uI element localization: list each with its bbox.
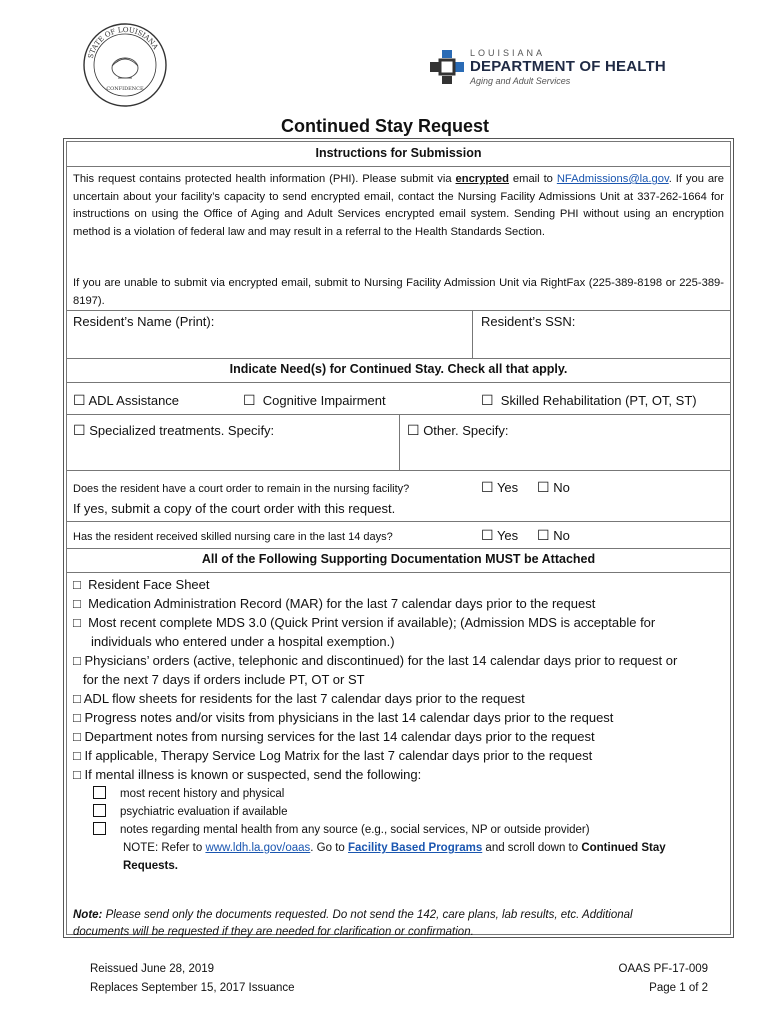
skilled-care-yes[interactable]: ☐ Yes: [481, 527, 519, 543]
reissued-date: Reissued June 28, 2019: [90, 963, 215, 975]
ldh-cross-icon: [430, 50, 464, 84]
email-link[interactable]: NFAdmissions@la.gov: [556, 173, 669, 185]
instructions-heading: Instructions for Submission: [315, 146, 482, 160]
svg-text:STATE OF LOUISIANA: STATE OF LOUISIANA: [86, 25, 160, 60]
oaas-note: NOTE: Refer to www.ldh.la.gov/oaas. Go to Facility Based Programs and scroll down to Continued Stay Requests.: [123, 842, 666, 872]
checkbox-icon: ☐: [407, 422, 420, 438]
documentation-heading: All of the Following Supporting Documentation MUST be Attached: [201, 552, 596, 566]
replaces-date: Replaces September 15, 2017 Issuance: [90, 982, 295, 994]
specialized-treatments-option[interactable]: ☐ Specialized treatments. Specify:: [73, 422, 275, 438]
doc-item-physician-orders: □ Physicians’ orders (active, telephonic and discontinued) for the last 14 calendar days prior to request or: [73, 653, 678, 668]
checkbox-icon[interactable]: [93, 786, 106, 799]
resident-name-label: Resident’s Name (Print):: [73, 314, 215, 329]
checkbox-icon: ☐: [481, 479, 494, 495]
court-order-yes[interactable]: ☐ Yes: [481, 479, 519, 495]
doc-item-therapy-log: □ If applicable, Therapy Service Log Matrix for the last 7 calendar days prior to the request: [73, 748, 593, 763]
footer-right: [619, 960, 708, 998]
doc-item-physician-orders-cont: for the next 7 days if orders include PT, OT or ST: [83, 672, 365, 687]
doc-item-department-notes: □ Department notes from nursing services for the last 14 calendar days prior to the request: [73, 729, 595, 744]
checkbox-icon[interactable]: [93, 822, 106, 835]
ldh-logo: [430, 48, 690, 92]
skilled-care-question: Has the resident received skilled nursing care in the last 14 days?: [73, 531, 393, 543]
footer-left: [90, 960, 295, 998]
other-option[interactable]: ☐ Other. Specify:: [407, 422, 509, 438]
doc-item-mar: □ Medication Administration Record (MAR) for the last 7 calendar days prior to the request: [73, 596, 596, 611]
facility-based-programs-link[interactable]: Facility Based Programs: [348, 842, 483, 854]
court-order-question: Does the resident have a court order to remain in the nursing facility?: [73, 483, 410, 495]
page-number: Page 1 of 2: [649, 982, 708, 994]
instructions-paragraph-1: This request contains protected health information (PHI). Please submit via encrypted email to NFAdmissions@la.gov. If you are uncertain about your facility’s capacity to send encrypted email, contact the Nursing Facility Admissions Unit at 337-262-1664 for instructions on using the Office of Aging and Adult Services encrypted email system. Sending PHI without using an encryption method is a violation of federal law and may result in a referral to the Health Standards Section.: [73, 173, 725, 238]
ldh-department-text: DEPARTMENT OF HEALTH: [470, 58, 666, 75]
court-order-followup: If yes, submit a copy of the court order with this request.: [73, 501, 396, 516]
cognitive-impairment-option[interactable]: ☐ Cognitive Impairment: [243, 392, 386, 408]
page-title: Continued Stay Request: [280, 116, 490, 136]
checkbox-icon: ☐: [243, 392, 256, 408]
sub-item-history: most recent history and physical: [93, 786, 284, 800]
doc-item-mds-cont: individuals who entered under a hospital exemption.): [91, 634, 395, 649]
needs-heading: Indicate Need(s) for Continued Stay. Check all that apply.: [229, 362, 568, 376]
oaas-link[interactable]: www.ldh.la.gov/oaas: [205, 842, 311, 854]
checkbox-icon[interactable]: [93, 804, 106, 817]
bottom-note: Note: Please send only the documents requested. Do not send the 142, care plans, lab results, etc. Additional documents will be requested if they are needed for clarification or confirmation.: [73, 909, 633, 938]
svg-text:CONFIDENCE: CONFIDENCE: [106, 86, 144, 92]
doc-item-adl-flow: □ ADL flow sheets for residents for the last 7 calendar days prior to the request: [73, 691, 525, 706]
checkbox-icon: ☐: [537, 479, 550, 495]
checkbox-icon: ☐: [481, 392, 494, 408]
doc-item-mental-illness: □ If mental illness is known or suspected, send the following:: [73, 767, 422, 782]
doc-item-progress-notes: □ Progress notes and/or visits from physicians in the last 14 calendar days prior to the request: [73, 710, 614, 725]
sub-item-psych-eval: psychiatric evaluation if available: [93, 804, 287, 818]
resident-ssn-label: Resident’s SSN:: [481, 314, 576, 329]
skilled-rehabilitation-option[interactable]: ☐ Skilled Rehabilitation (PT, OT, ST): [481, 392, 697, 408]
sub-item-mental-health-notes: notes regarding mental health from any source (e.g., social services, NP or outside provider): [93, 822, 590, 836]
skilled-care-no[interactable]: ☐ No: [537, 527, 570, 543]
louisiana-state-seal: [82, 22, 168, 108]
form-number: OAAS PF-17-009: [618, 963, 708, 975]
doc-item-mds: □ Most recent complete MDS 3.0 (Quick Print version if available); (Admission MDS is acceptable for: [73, 615, 656, 630]
adl-assistance-option[interactable]: ☐ ADL Assistance: [73, 392, 180, 408]
ldh-state-text: LOUISIANA: [470, 48, 546, 58]
checkbox-icon: ☐: [537, 527, 550, 543]
form-inner: [66, 141, 731, 938]
ldh-subtitle-text: Aging and Adult Services: [470, 76, 571, 86]
checkbox-icon: ☐: [73, 422, 86, 438]
checkbox-icon: ☐: [481, 527, 494, 543]
instructions-paragraph-2: If you are unable to submit via encrypted email, submit to Nursing Facility Admission Unit via RightFax (225-389-8198 or 225-389-8197).: [73, 277, 724, 307]
checkbox-icon: ☐: [73, 392, 86, 408]
form-frame: [63, 138, 734, 938]
court-order-no[interactable]: ☐ No: [537, 479, 570, 495]
doc-item-face-sheet: □ Resident Face Sheet: [73, 577, 210, 592]
